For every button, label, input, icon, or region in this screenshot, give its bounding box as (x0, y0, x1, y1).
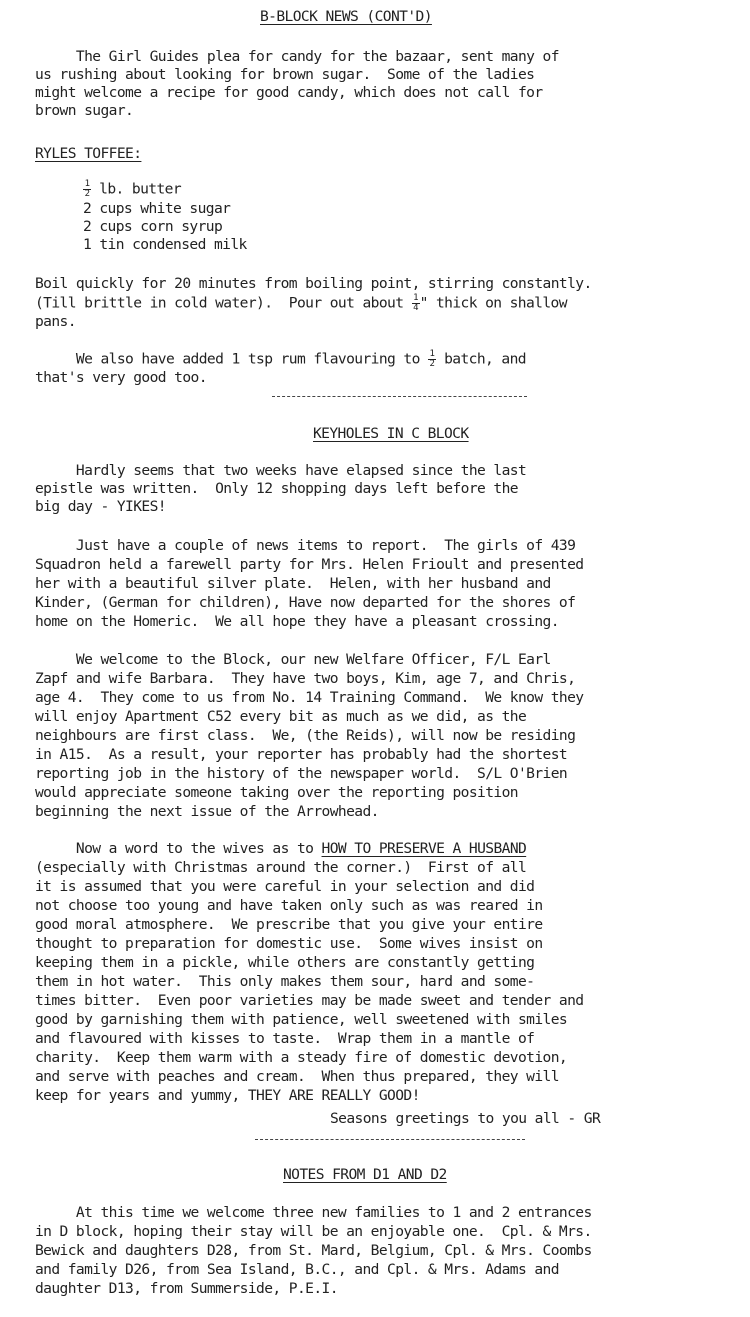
keyholes-p2-line: Just have a couple of news items to report. The girls of 439 (35, 537, 576, 554)
method-line: pans. (35, 313, 76, 330)
fraction-half: $\frac{1}{2}$ (429, 349, 435, 369)
ingredient-item: $\frac{1}{2}$ lb. butter (84, 179, 182, 199)
keyholes-p4-line: and serve with peaches and cream. When thus prepared, they will (35, 1068, 559, 1085)
method-line: (Till brittle in cold water). Pour out about $\frac{1}{4}$ " thick on shallow (35, 293, 567, 313)
keyholes-p3-line: We welcome to the Block, our new Welfare Officer, F/L Earl (35, 651, 551, 668)
intro-line: might welcome a recipe for good candy, which does not call for (35, 84, 543, 101)
method-line: Boil quickly for 20 minutes from boiling point, stirring constantly. (35, 275, 592, 292)
intro-line: us rushing about looking for brown sugar. Some of the ladies (35, 66, 535, 83)
keyholes-p4-line: times bitter. Even poor varieties may be made sweet and tender and (35, 992, 584, 1009)
keyholes-p2-line: home on the Homeric. We all hope they have a pleasant crossing. (35, 613, 559, 630)
heading-notes-d1-d2: NOTES FROM D1 AND D2 (283, 1166, 447, 1183)
keyholes-p2-line: her with a beautiful silver plate. Helen, with her husband and (35, 575, 551, 592)
keyholes-p3-line: would appreciate someone taking over the reporting position (35, 784, 518, 801)
keyholes-p1-line: Hardly seems that two weeks have elapsed since the last (35, 462, 527, 479)
keyholes-p4-line: and flavoured with kisses to taste. Wrap them in a mantle of (35, 1030, 535, 1047)
keyholes-p4-line: keep for years and yummy, THEY ARE REALLY GOOD! (35, 1087, 420, 1104)
keyholes-p4-line: charity. Keep them warm with a steady fire of domestic devotion, (35, 1049, 568, 1066)
notes-line: and family D26, from Sea Island, B.C., and Cpl. & Mrs. Adams and (35, 1261, 559, 1278)
fraction-half: $\frac{1}{2}$ (84, 179, 90, 199)
notes-line: At this time we welcome three new families to 1 and 2 entrances (35, 1204, 592, 1221)
fraction-quarter: $\frac{1}{4}$ (413, 293, 418, 313)
recipe-title: RYLES TOFFEE: (35, 145, 142, 162)
heading-b-block-news: B-BLOCK NEWS (CONT'D) (260, 8, 432, 25)
keyholes-p4-line: not choose too young and have taken only such as was reared in (35, 897, 543, 914)
keyholes-p3-line: neighbours are first class. We, (the Reids), will now be residing (35, 727, 576, 744)
ingredient-item: 2 cups corn syrup (83, 218, 223, 235)
keyholes-p4-line: thought to preparation for domestic use. Some wives insist on (35, 935, 543, 952)
keyholes-p4-line: keeping them in a pickle, while others are constantly getting (35, 954, 535, 971)
notes-line: daughter D13, from Summerside, P.E.I. (35, 1280, 338, 1297)
keyholes-p3-line: age 4. They come to us from No. 14 Training Command. We know they (35, 689, 584, 706)
keyholes-p2-line: Squadron held a farewell party for Mrs. Helen Frioult and presented (35, 556, 584, 573)
keyholes-p4-line: them in hot water. This only makes them sour, hard and some- (35, 973, 535, 990)
ingredient-item: 1 tin condensed milk (83, 236, 247, 253)
keyholes-p3-line: will enjoy Apartment C52 every bit as much as we did, as the (35, 708, 527, 725)
ingredient-item: 2 cups white sugar (83, 200, 231, 217)
keyholes-p1-line: epistle was written. Only 12 shopping days left before the (35, 480, 518, 497)
keyholes-p3-line: beginning the next issue of the Arrowhead. (35, 803, 379, 820)
keyholes-p2-line: Kinder, (German for children), Have now departed for the shores of (35, 594, 576, 611)
keyholes-p4-line: good moral atmosphere. We prescribe that you give your entire (35, 916, 543, 933)
rum-note-line: We also have added 1 tsp rum flavouring to $\frac{1}{2}$ batch, and (35, 349, 526, 369)
preserve-husband-title: HOW TO PRESERVE A HUSBAND (321, 840, 527, 857)
keyholes-p4-line: Now a word to the wives as to HOW TO PRESERVE A HUSBAND (35, 840, 527, 857)
intro-line: brown sugar. (35, 102, 134, 119)
keyholes-p3-line: reporting job in the history of the newspaper world. S/L O'Brien (35, 765, 568, 782)
rum-note-line: that's very good too. (35, 369, 207, 386)
signoff: Seasons greetings to you all - GR (330, 1110, 601, 1127)
notes-line: Bewick and daughters D28, from St. Mard, Belgium, Cpl. & Mrs. Coombs (35, 1242, 592, 1259)
keyholes-p1-line: big day - YIKES! (35, 498, 166, 515)
heading-keyholes: KEYHOLES IN C BLOCK (313, 425, 469, 442)
intro-line: The Girl Guides plea for candy for the bazaar, sent many of (35, 48, 559, 65)
keyholes-p4-line: good by garnishing them with patience, well sweetened with smiles (35, 1011, 568, 1028)
section-divider (272, 396, 527, 397)
notes-line: in D block, hoping their stay will be an enjoyable one. Cpl. & Mrs. (35, 1223, 592, 1240)
section-divider (255, 1139, 525, 1140)
keyholes-p3-line: Zapf and wife Barbara. They have two boys, Kim, age 7, and Chris, (35, 670, 576, 687)
keyholes-p3-line: in A15. As a result, your reporter has probably had the shortest (35, 746, 568, 763)
keyholes-p4-line: (especially with Christmas around the corner.) First of all (35, 859, 527, 876)
keyholes-p4-line: it is assumed that you were careful in your selection and did (35, 878, 535, 895)
